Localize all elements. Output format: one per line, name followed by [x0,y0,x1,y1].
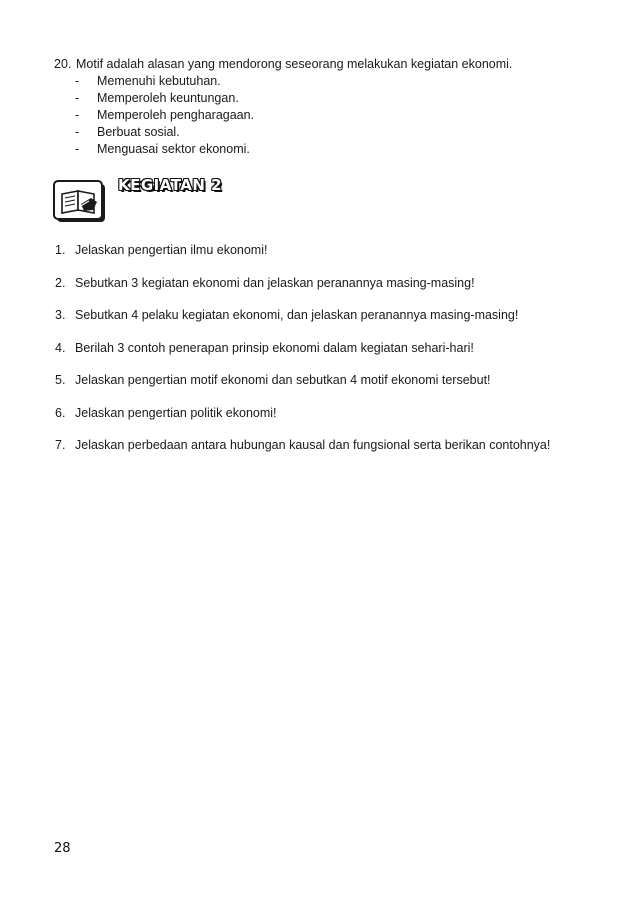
question-text: Berilah 3 contoh penerapan prinsip ekonomi dalam kegiatan sehari-hari! [75,340,474,355]
bullet-dash: - [75,108,80,122]
list-item [55,275,630,308]
list-item [54,141,614,158]
option-text: Menguasai sektor ekonomi. [97,142,250,156]
question-number: 3. [55,308,66,322]
option-list [54,73,614,158]
bullet-dash: - [75,74,80,88]
list-item [54,90,614,107]
bullet-dash: - [75,91,80,105]
page-number: 28 [54,841,71,856]
question-text: Sebutkan 3 kegiatan ekonomi dan jelaskan peranannya masing-masing! [75,275,475,290]
question-number: 4. [55,340,66,355]
option-text: Berbuat sosial. [97,125,180,139]
question-number: 5. [55,373,66,387]
list-item [55,340,630,373]
question-number: 7. [55,438,66,452]
list-item [55,437,630,470]
question-number: 20. [54,57,72,71]
question-number: 2. [55,275,66,290]
question-list [55,242,630,470]
question-20-stem [54,56,614,73]
list-item [54,73,614,90]
list-item [55,242,630,275]
option-text: Memperoleh pengharagaan. [97,108,255,122]
list-item [54,124,614,141]
list-item [55,307,630,340]
question-number: 6. [55,405,66,420]
question-text: Motif adalah alasan yang mendorong seseorang melakukan kegiatan ekonomi. [76,57,513,71]
bullet-dash: - [75,125,80,139]
question-20 [54,56,614,158]
question-text: Jelaskan pengertian motif ekonomi dan sebutkan 4 motif ekonomi tersebut! [75,373,491,387]
book-writing-icon [53,180,107,224]
list-item [55,405,630,438]
question-text: Jelaskan pengertian politik ekonomi! [75,405,277,420]
question-number: 1. [55,243,66,257]
option-text: Memenuhi kebutuhan. [97,74,221,88]
question-text: Jelaskan pengertian ilmu ekonomi! [75,243,268,257]
question-text: Sebutkan 4 pelaku kegiatan ekonomi, dan jelaskan peranannya masing-masing! [75,308,519,322]
option-text: Memperoleh keuntungan. [97,91,239,105]
bullet-dash: - [75,142,80,156]
question-text: Jelaskan perbedaan antara hubungan kausal dan fungsional serta berikan contohnya! [75,438,551,452]
section-heading: KEGIATAN 2 [118,176,223,194]
list-item [55,372,630,405]
list-item [54,107,614,124]
